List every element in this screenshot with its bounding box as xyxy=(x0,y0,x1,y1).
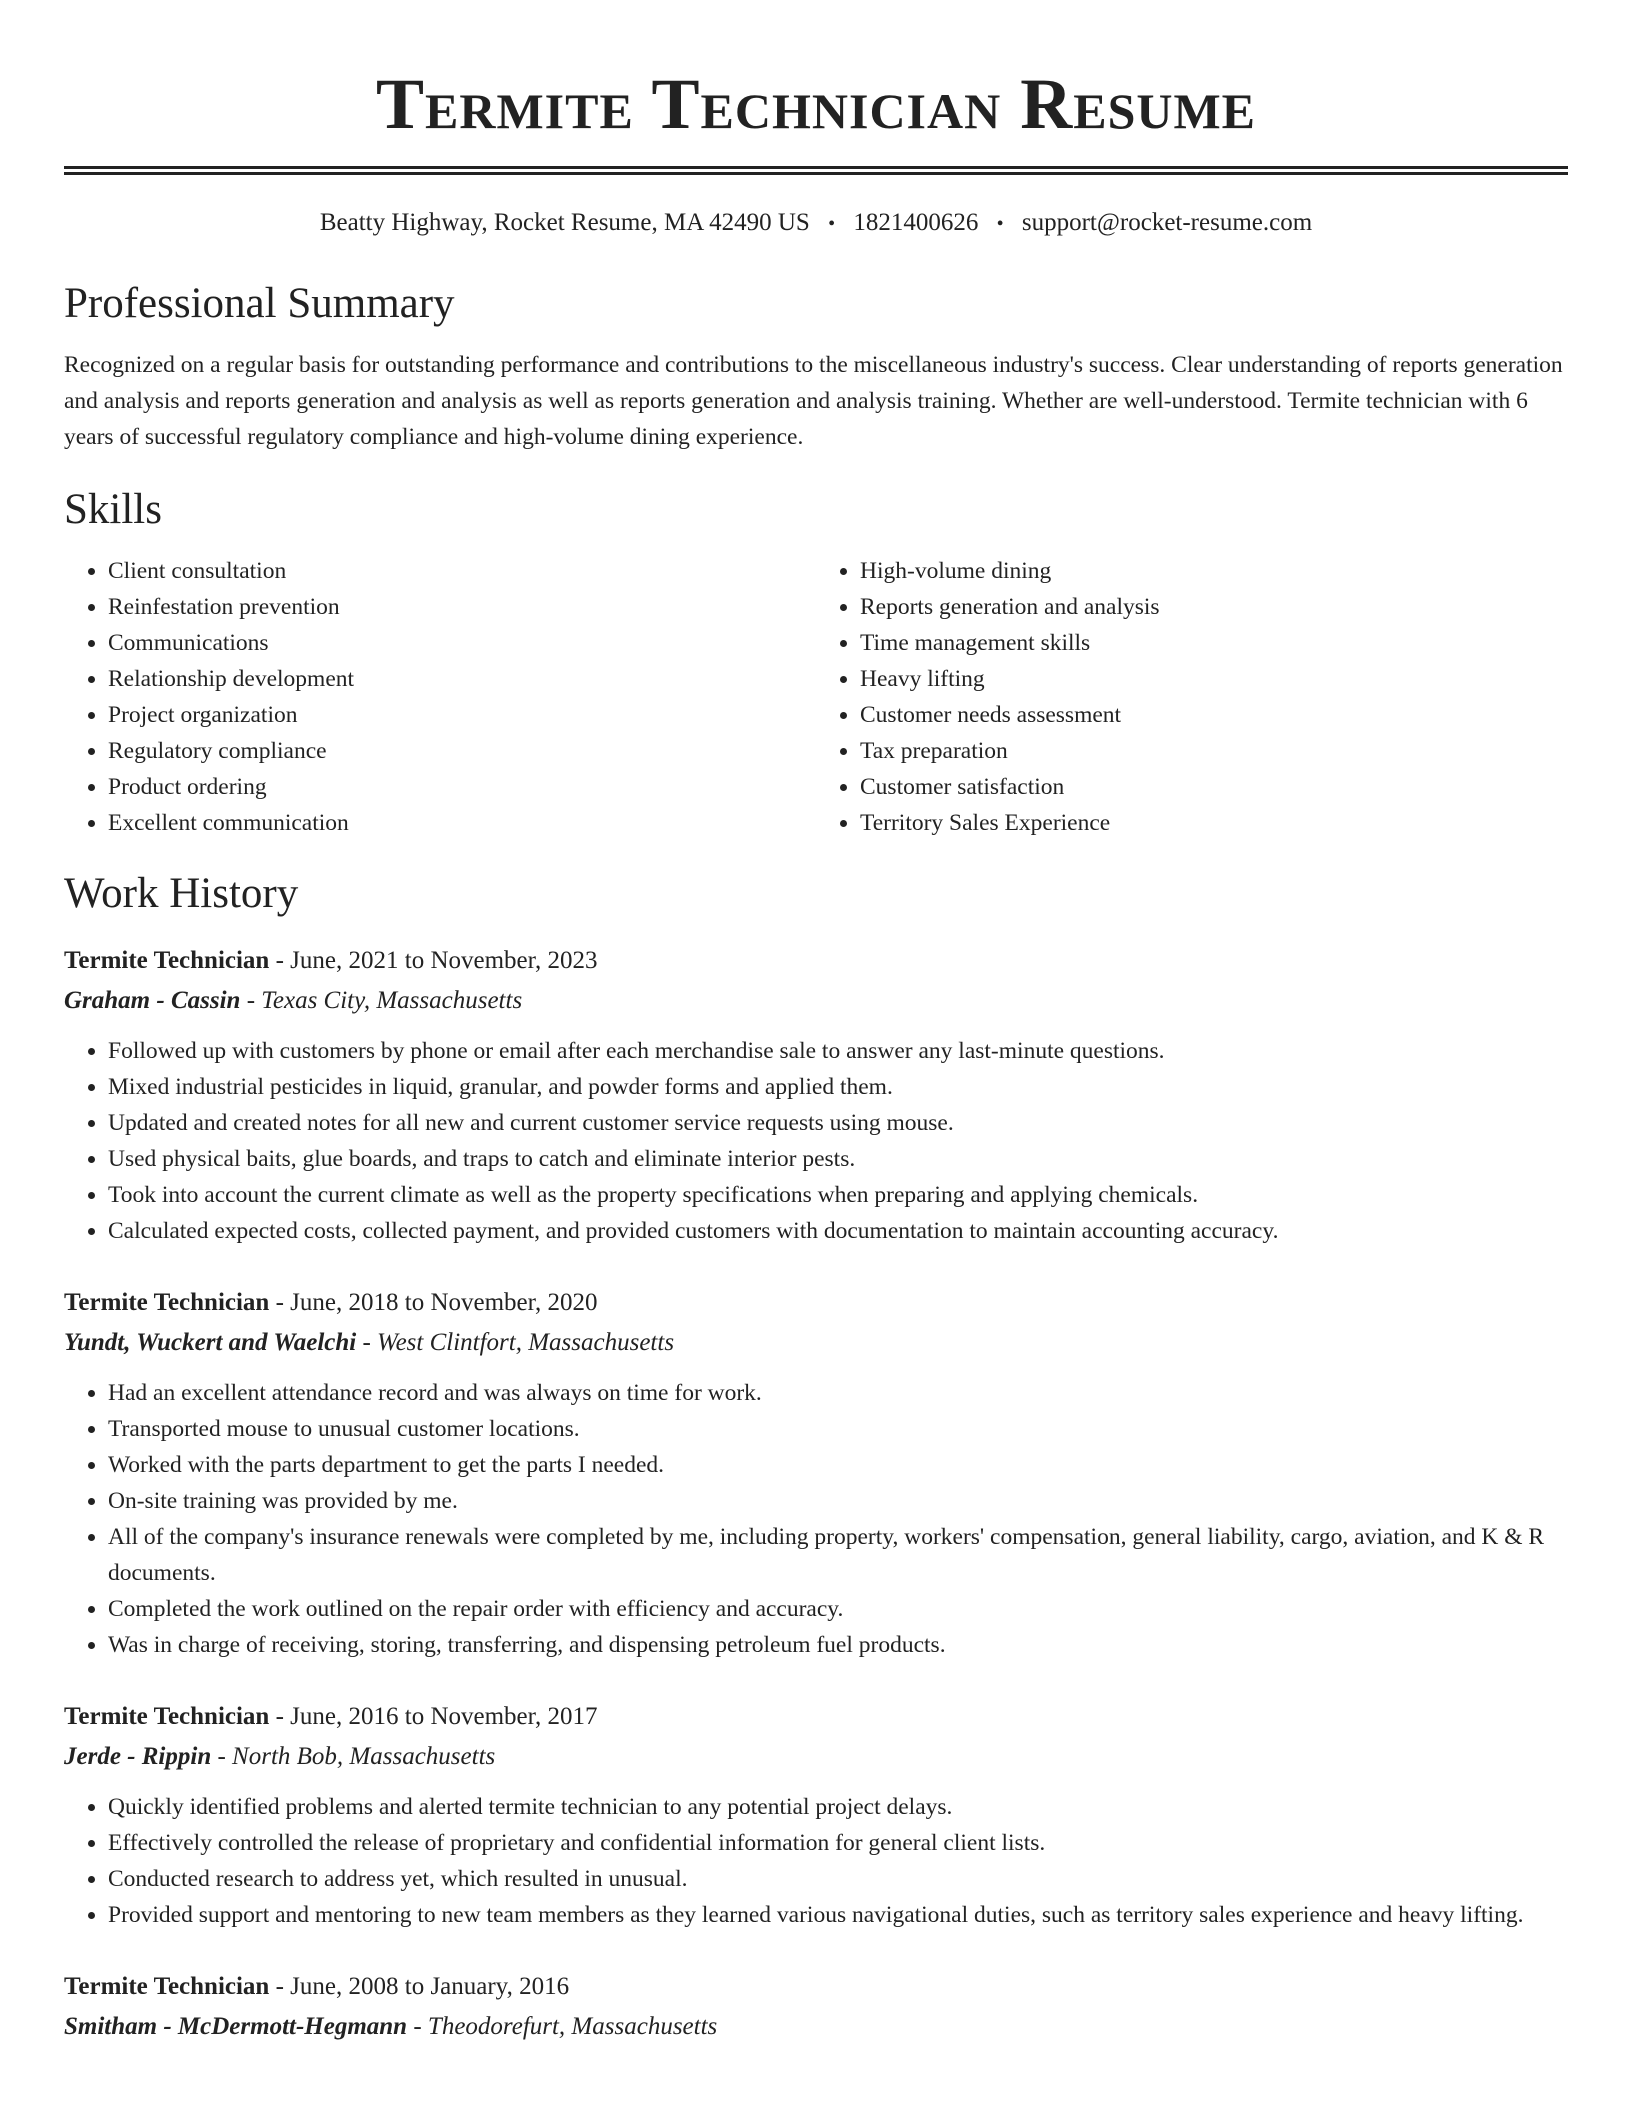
company-line xyxy=(64,1323,1568,1363)
job-title-line xyxy=(64,1697,1568,1737)
company-location: - West Clintfort, Massachusetts xyxy=(356,1329,675,1356)
skill-item: • Project organization xyxy=(108,697,816,733)
duty-item: • Followed up with customers by phone or email after each merchandise sale to answer any last-minute questions. xyxy=(108,1033,1568,1069)
company-line xyxy=(64,2007,1568,2047)
duty-item: • Completed the work outlined on the repair order with efficiency and accuracy. xyxy=(108,1591,1568,1627)
company-location: - Theodorefurt, Massachusetts xyxy=(407,2013,718,2040)
company-name: Graham - Cassin xyxy=(64,987,241,1014)
contact-line xyxy=(64,208,1568,239)
skill-item: • Heavy lifting xyxy=(860,661,1568,697)
duty-item: • Mixed industrial pesticides in liquid, granular, and powder forms and applied them. xyxy=(108,1069,1568,1105)
summary-heading: Professional Summary xyxy=(64,280,455,327)
job-title-line xyxy=(64,1967,1568,2007)
duty-item: • Calculated expected costs, collected payment, and provided customers with documentation to maintain accounting accuracy. xyxy=(108,1213,1568,1249)
skill-item: • Territory Sales Experience xyxy=(860,805,1568,841)
contact-phone: 1821400626 xyxy=(853,209,979,236)
job-duties xyxy=(64,1033,1568,1249)
company-name: Smitham - McDermott-Hegmann xyxy=(64,2013,408,2040)
skills-column-left xyxy=(64,553,816,841)
skill-item: • Client consultation xyxy=(108,553,816,589)
skill-item: • Product ordering xyxy=(108,769,816,805)
job-entry xyxy=(64,1967,1568,2047)
duty-item: • Took into account the current climate as well as the property specifications when preparing and applying chemicals. xyxy=(108,1177,1568,1213)
skills-heading: Skills xyxy=(64,486,162,533)
duty-item: • Worked with the parts department to get the parts I needed. xyxy=(108,1447,1568,1483)
company-name: Yundt, Wuckert and Waelchi xyxy=(64,1329,357,1356)
contact-address: Beatty Highway, Rocket Resume, MA 42490 US xyxy=(319,209,810,236)
skills-list xyxy=(64,553,1568,841)
skill-item: • High-volume dining xyxy=(860,553,1568,589)
skill-item: • Reinfestation prevention xyxy=(108,589,816,625)
job-dates: - June, 2016 to November, 2017 xyxy=(269,1703,598,1730)
contact-separator: • xyxy=(996,213,1004,235)
skill-item: • Reports generation and analysis xyxy=(860,589,1568,625)
duty-item: • Used physical baits, glue boards, and traps to catch and eliminate interior pests. xyxy=(108,1141,1568,1177)
job-title: Termite Technician xyxy=(64,1703,270,1730)
title-divider xyxy=(64,166,1568,175)
job-entry xyxy=(64,941,1568,1249)
job-duties xyxy=(64,1375,1568,1663)
duty-item: • Effectively controlled the release of proprietary and confidential information for general client lists. xyxy=(108,1825,1568,1861)
company-location: - North Bob, Massachusetts xyxy=(211,1743,496,1770)
summary-text: Recognized on a regular basis for outstanding performance and contributions to the miscellaneous industry's success. Clear understanding of reports generation and analysis and reports generation and analysis as well as reports generation and analysis training. Whether are well-understood. Termite technician with 6 years of successful regulatory compliance and high-volume dining experience. xyxy=(64,352,1563,450)
job-dates: - June, 2008 to January, 2016 xyxy=(269,1973,570,2000)
job-entry xyxy=(64,1283,1568,1663)
job-title: Termite Technician xyxy=(64,947,270,974)
job-title-line xyxy=(64,941,1568,981)
skill-item: • Excellent communication xyxy=(108,805,816,841)
duty-item: • Updated and created notes for all new and current customer service requests using mouse. xyxy=(108,1105,1568,1141)
job-title: Termite Technician xyxy=(64,1289,270,1316)
duty-item: • Quickly identified problems and alerted termite technician to any potential project delays. xyxy=(108,1789,1568,1825)
skill-item: • Time management skills xyxy=(860,625,1568,661)
skill-item: • Customer needs assessment xyxy=(860,697,1568,733)
skill-item: • Regulatory compliance xyxy=(108,733,816,769)
job-title: Termite Technician xyxy=(64,1973,270,2000)
job-duties xyxy=(64,1789,1568,1933)
skill-item: • Customer satisfaction xyxy=(860,769,1568,805)
skill-item: • Communications xyxy=(108,625,816,661)
duty-item: • Conducted research to address yet, which resulted in unusual. xyxy=(108,1861,1568,1897)
contact-email: support@rocket-resume.com xyxy=(1021,209,1313,236)
company-line xyxy=(64,1737,1568,1777)
duty-item: • Had an excellent attendance record and was always on time for work. xyxy=(108,1375,1568,1411)
duty-item: • Transported mouse to unusual customer locations. xyxy=(108,1411,1568,1447)
work-history-heading: Work History xyxy=(64,870,299,917)
contact-separator: • xyxy=(828,213,836,235)
skills-column-right xyxy=(816,553,1568,841)
duty-item: • All of the company's insurance renewals were completed by me, including property, workers' compensation, general liability, cargo, aviation, and K & R documents. xyxy=(108,1519,1568,1591)
duty-item: • Provided support and mentoring to new team members as they learned various navigational duties, such as territory sales experience and heavy lifting. xyxy=(108,1897,1568,1933)
duty-item: • Was in charge of receiving, storing, transferring, and dispensing petroleum fuel products. xyxy=(108,1627,1568,1663)
skill-item: • Relationship development xyxy=(108,661,816,697)
company-location: - Texas City, Massachusetts xyxy=(240,987,523,1014)
job-dates: - June, 2021 to November, 2023 xyxy=(269,947,598,974)
company-name: Jerde - Rippin xyxy=(64,1743,212,1770)
job-dates: - June, 2018 to November, 2020 xyxy=(269,1289,598,1316)
duty-item: • On-site training was provided by me. xyxy=(108,1483,1568,1519)
job-title-line xyxy=(64,1283,1568,1323)
resume-title: Termite Technician Resume xyxy=(375,64,1257,144)
skill-item: • Tax preparation xyxy=(860,733,1568,769)
company-line xyxy=(64,981,1568,1021)
job-entry xyxy=(64,1697,1568,1933)
